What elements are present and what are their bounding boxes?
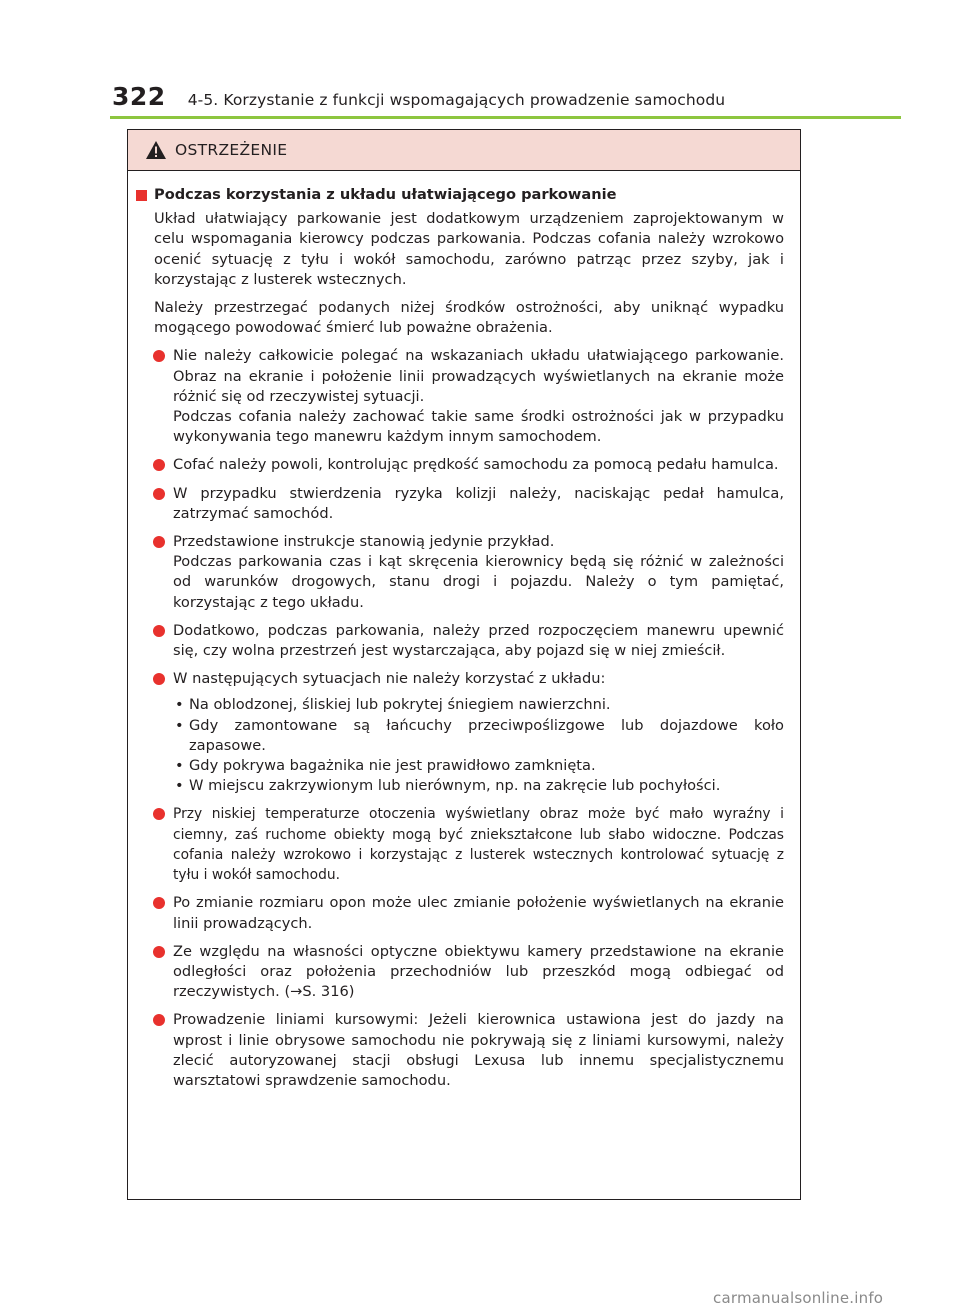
bullet-item: Przy niskiej temperaturze otoczenia wyświetlany obraz może być mało wyraźny i ciemny, zaś ruchome obiekty mogą być zniekształcone lub słabo widoczne. Podczas cofania należy wzrokowo i korzystając z lusterek wstecznych kontrolować sytuację z tyłu i wokół samochodu. bbox=[173, 804, 784, 885]
page-header bbox=[112, 82, 725, 111]
bullet-item: Dodatkowo, podczas parkowania, należy przed rozpoczęciem manewru upewnić się, czy wolna przestrzeń jest wystarczająca, aby pojazd się w niej zmieścił. bbox=[173, 621, 784, 661]
header-rule bbox=[110, 116, 901, 119]
warning-header bbox=[128, 130, 800, 171]
bullet-item: W następujących sytuacjach nie należy korzystać z układu: bbox=[173, 669, 784, 689]
bullet-item: Cofać należy powoli, kontrolując prędkość samochodu za pomocą pedału hamulca. bbox=[173, 455, 784, 475]
bullet-item: W przypadku stwierdzenia ryzyka kolizji należy, naciskając pedał hamulca, zatrzymać samochód. bbox=[173, 484, 784, 524]
sub-list bbox=[175, 695, 784, 796]
warning-content bbox=[128, 185, 800, 1099]
bullet-dot-icon bbox=[153, 459, 165, 471]
intro-paragraph: Układ ułatwiający parkowanie jest dodatkowym urządzeniem zaprojektowanym w celu wspomagania kierowcy podczas parkowania. Podczas cofania należy wzrokowo ocenić sytuację z tyłu i wokół samochodu, zarówno patrząc przez szyby, jak i korzystając z lusterek wstecznych. bbox=[154, 210, 784, 288]
bullet-dot-icon bbox=[153, 897, 165, 909]
bullet-dot-icon bbox=[153, 625, 165, 637]
sub-list-item: • Gdy pokrywa bagażnika nie jest prawidłowo zamknięta. bbox=[175, 756, 784, 776]
bullet-dot-icon bbox=[153, 673, 165, 685]
warning-subheading: Podczas korzystania z układu ułatwiającego parkowanie bbox=[128, 185, 800, 205]
bullet-item: Nie należy całkowicie polegać na wskazaniach układu ułatwiającego parkowanie. Obraz na ekranie i położenie linii prowadzących wyświetlanych na ekranie może różnić się od rzeczywistej sytuacji. Podczas cofania należy zachować takie same środki ostrożności jak w przypadku wykonywania tego manewru każdym innym samochodem. bbox=[173, 346, 784, 447]
watermark: carmanualsonline.info bbox=[713, 1289, 884, 1307]
sub-bullet-icon: • bbox=[175, 757, 184, 775]
sub-list-item: • Na oblodzonej, śliskiej lub pokrytej śniegiem nawierzchni. bbox=[175, 695, 784, 715]
bullet-dot-icon bbox=[153, 808, 165, 820]
bullet-dot-icon bbox=[153, 1014, 165, 1026]
sub-bullet-icon: • bbox=[175, 696, 184, 714]
bullet-dot-icon bbox=[153, 488, 165, 500]
page-number: 322 bbox=[112, 82, 166, 111]
bullet-dot-icon bbox=[153, 536, 165, 548]
sub-bullet-icon: • bbox=[175, 716, 184, 734]
bullet-item: Prowadzenie liniami kursowymi: Jeżeli kierownica ustawiona jest do jazdy na wprost i linie obrysowe samochodu nie pokrywają się z liniami kursowymi, należy zlecić autoryzowanej stacji obsługi Lexusa lub innemu specjalistycznemu warsztatowi sprawdzenie samochodu. bbox=[173, 1010, 784, 1091]
bullet-item: Przedstawione instrukcje stanowią jedynie przykład. Podczas parkowania czas i kąt skręcenia kierownicy będą się różnić w zależności od warunków drogowych, stanu drogi i pojazdu. Należy o tym pamiętać, korzystając z tego układu. bbox=[173, 532, 784, 613]
square-bullet-icon bbox=[136, 190, 147, 201]
bullet-item: Po zmianie rozmiaru opon może ulec zmianie położenie wyświetlanych na ekranie linii prowadzących. bbox=[173, 893, 784, 933]
bullet-dot-icon bbox=[153, 946, 165, 958]
warning-box bbox=[127, 129, 801, 1200]
section-title: 4-5. Korzystanie z funkcji wspomagających prowadzenie samochodu bbox=[187, 91, 726, 109]
warning-title: OSTRZEŻENIE bbox=[175, 141, 288, 159]
sub-list-item: • Gdy zamontowane są łańcuchy przeciwpoślizgowe lub dojazdowe koło zapasowe. bbox=[175, 716, 784, 754]
bullet-dot-icon bbox=[153, 350, 165, 362]
bullet-item: Ze względu na własności optyczne obiektywu kamery przedstawione na ekranie odległości oraz położenia przechodniów lub przeszkód mogą odbiegać od rzeczywistych. (→S. 316) bbox=[173, 942, 784, 1003]
intro-paragraph: Należy przestrzegać podanych niżej środków ostrożności, aby uniknąć wypadku mogącego powodować śmierć lub poważne obrażenia. bbox=[154, 299, 784, 337]
sub-bullet-icon: • bbox=[175, 777, 184, 795]
sub-list-item: • W miejscu zakrzywionym lub nierównym, np. na zakręcie lub pochyłości. bbox=[175, 776, 784, 796]
warning-triangle-icon bbox=[145, 140, 167, 160]
